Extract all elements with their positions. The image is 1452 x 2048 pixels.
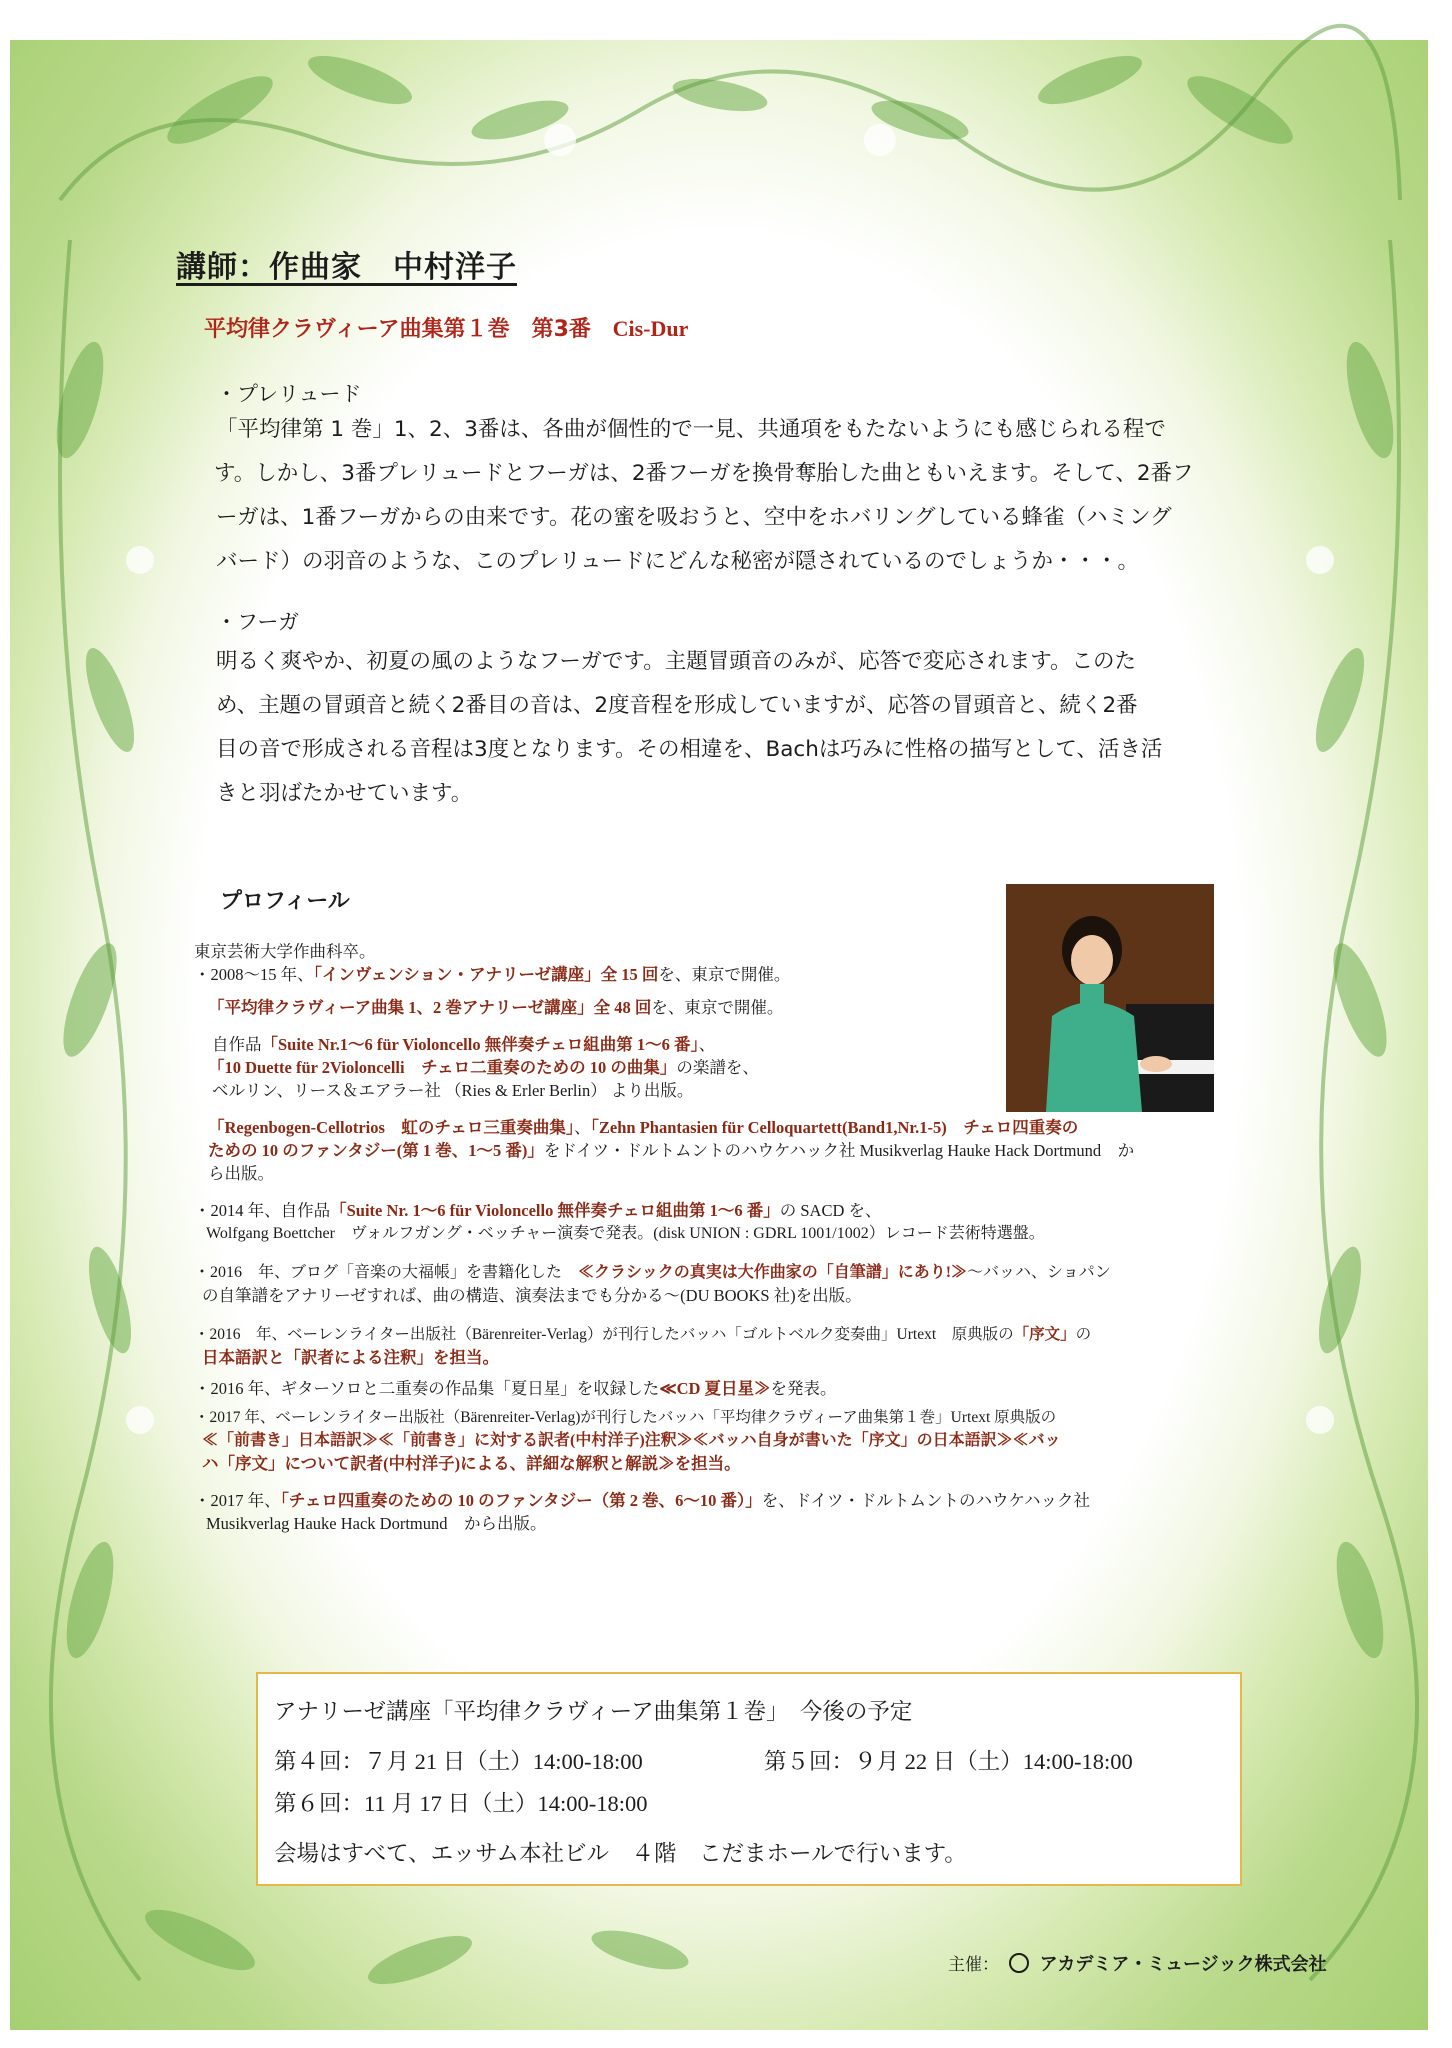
profile-line	[206, 1512, 1254, 1535]
profile-line	[202, 1429, 1254, 1452]
organizer	[948, 1950, 1327, 1976]
profile-text: ・2017 年、	[194, 1491, 281, 1510]
profile-text: ・2014 年、自作品	[194, 1201, 331, 1220]
profile-line	[194, 1261, 1254, 1284]
profile-text: の楽譜を、	[676, 1058, 759, 1077]
profile-line	[194, 1377, 1254, 1400]
piece-title-key: Cis-Dur	[612, 316, 689, 341]
fugue-paragraph	[216, 640, 1256, 816]
profile-highlight: 「チェロ四重奏のための 10 のファンタジー（第 2 巻、6～10 番）」	[280, 1491, 762, 1510]
profile-text: ・2017 年、ベーレンライター出版社（Bärenreiter-Verlag)が刊行したバッハ「平均律クラヴィーア曲集第１巻」Urtext 原典版の	[194, 1409, 1057, 1426]
profile-line	[208, 1116, 1254, 1139]
fugue-line: 明るく爽やか、初夏の風のようなフーガです。主題冒頭音のみが、応答で変応されます。このた	[216, 649, 1136, 674]
fugue-line: め、主題の冒頭音と続く2番目の音は、2度音程を形成していますが、応答の冒頭音と、続く2番	[216, 693, 1138, 718]
profile-line	[202, 1452, 1254, 1475]
schedule-venue: 会場はすべて、エッサム本社ビル ４階 こだまホールで行います。	[274, 1841, 967, 1866]
profile-text: Musikverlag Hauke Hack Dortmund から出版。	[206, 1514, 547, 1533]
profile-line	[194, 1406, 1254, 1429]
profile-heading: プロフィール	[220, 889, 350, 914]
profile-highlight: ≪「前書き」日本語訳≫≪「前書き」に対する訳者(中村洋子)注釈≫≪バッハ自身が書いた「序文」の日本語訳≫≪バッ	[202, 1432, 1061, 1449]
profile-text: ・2008～15 年、	[194, 965, 314, 984]
profile-line	[208, 1162, 1254, 1185]
schedule-session-5: 第５回：９月 22 日（土）14:00-18:00	[764, 1749, 1133, 1774]
profile-text: を、東京で開催。	[658, 965, 791, 984]
schedule-session-4: 第４回：７月 21 日（土）14:00-18:00	[274, 1749, 643, 1774]
organizer-name: アカデミア・ミュージック株式会社	[1039, 1954, 1327, 1975]
prelude-line: 「平均律第 1 巻」1、2、3番は、各曲が個性的で一見、共通項をもたないようにも感じられる程で	[216, 417, 1166, 442]
profile-highlight: ための 10 のファンタジー(第 1 巻、1～5 番)」	[208, 1141, 544, 1160]
prelude-paragraph	[216, 408, 1256, 584]
profile-line	[206, 1222, 1254, 1245]
organizer-logo-icon	[1009, 1953, 1029, 1973]
fugue-heading: ・フーガ	[216, 610, 299, 634]
profile-line	[194, 1323, 1254, 1346]
profile-text: の自筆譜をアナリーゼすれば、曲の構造、演奏法までも分かる～(DU BOOKS 社)を出版。	[202, 1286, 862, 1305]
profile-text: 自作品	[212, 1035, 262, 1054]
prelude-line: す。しかし、3番プレリュードとフーガは、2番フーガを換骨奪胎した曲ともいえます。そして、2番フ	[214, 461, 1194, 486]
fugue-line: 目の音で形成される音程は3度となります。その相違を、Bachは巧みに性格の描写として、活き活	[216, 737, 1163, 762]
schedule-title: アナリーゼ講座「平均律クラヴィーア曲集第１巻」 今後の予定	[274, 1699, 913, 1724]
profile-highlight: 「インヴェンション・アナリーゼ講座」全 15 回	[313, 965, 659, 984]
profile-highlight: ≪CD 夏日星≫	[659, 1379, 771, 1398]
profile-highlight: 「序文」	[1013, 1326, 1076, 1343]
profile-line	[208, 1139, 1254, 1162]
profile-highlight: 「Suite Nr. 1～6 für Violoncello 無伴奏チェロ組曲第 1～6 番」	[330, 1201, 780, 1220]
profile-highlight: ハ「序文」について訳者(中村洋子)による、詳細な解釈と解説≫を担当。	[202, 1454, 741, 1473]
profile-highlight: 「Suite Nr.1～6 für Violoncello 無伴奏チェロ組曲第 1～6 番」	[261, 1035, 699, 1054]
profile-text: 、	[698, 1035, 716, 1054]
profile-text: ら出版。	[208, 1164, 274, 1183]
prelude-heading: ・プレリュード	[216, 382, 362, 406]
fugue-line: きと羽ばたかせています。	[216, 781, 473, 806]
lecturer-heading: 講師：作曲家 中村洋子	[176, 250, 517, 285]
profile-text: をドイツ・ドルトムントのハウケハック社 Musikverlag Hauke Hack Dortmund か	[543, 1141, 1135, 1160]
profile-text: の SACD を、	[779, 1201, 882, 1220]
profile-line	[212, 1079, 1254, 1102]
profile-highlight: 「平均律クラヴィーア曲集 1、2 巻アナリーゼ講座」全 48 回	[208, 998, 652, 1017]
profile-text: を、ドイツ・ドルトムントのハウケハック社	[761, 1491, 1090, 1510]
profile-text: Wolfgang Boettcher ヴォルフガング・ベッチャー演奏で発表。(disk UNION : GDRL 1001/1002）レコード芸術特選盤。	[206, 1225, 1045, 1242]
profile-line	[208, 996, 1254, 1019]
profile-text: を、東京で開催。	[651, 998, 784, 1017]
profile-line	[194, 1199, 1254, 1222]
profile-text: 東京芸術大学作曲科卒。	[194, 942, 376, 961]
profile-highlight: 日本語訳と「訳者による注釈」を担当。	[202, 1348, 499, 1367]
profile-text: ・2016 年、ブログ「音楽の大福帳」を書籍化した	[194, 1264, 579, 1281]
profile-text: ～バッハ、ショパン	[967, 1264, 1111, 1281]
profile-line	[212, 1033, 1254, 1056]
schedule-box	[256, 1672, 1242, 1886]
profile-line	[208, 1056, 1254, 1079]
profile-text: を発表。	[770, 1379, 837, 1398]
prelude-line: ーガは、1番フーガからの由来です。花の蜜を吸おうと、空中をホバリングしている蜂雀（ハミング	[216, 505, 1172, 530]
profile-text: ・2016 年、ギターソロと二重奏の作品集「夏日星」を収録した	[194, 1379, 660, 1398]
profile-text: の	[1075, 1326, 1092, 1343]
profile-line	[202, 1346, 1254, 1369]
organizer-label: 主催：	[948, 1955, 999, 1975]
profile-highlight: 「Regenbogen-Cellotrios 虹のチェロ三重奏曲集」	[208, 1118, 575, 1137]
schedule-session-6: 第６回：11 月 17 日（土）14:00-18:00	[274, 1791, 648, 1816]
profile-line	[194, 940, 1254, 963]
profile-body	[194, 940, 1254, 1535]
piece-title-ja: 平均律クラヴィーア曲集第１巻 第3番	[204, 317, 591, 342]
profile-line	[194, 1489, 1254, 1512]
profile-text: ベルリン、リース＆エアラー社 （Ries & Erler Berlin） より出版。	[212, 1081, 694, 1100]
profile-line	[194, 963, 1254, 986]
profile-line	[202, 1284, 1254, 1307]
profile-highlight: 「10 Duette für 2Violoncelli チェロ二重奏のための 10 の曲集」	[208, 1058, 677, 1077]
profile-text: 、	[574, 1118, 591, 1137]
prelude-line: バード）の羽音のような、このプレリュードにどんな秘密が隠されているのでしょうか・・・。	[216, 549, 1139, 574]
piece-title	[204, 312, 688, 343]
profile-text: ・2016 年、ベーレンライター出版社（Bärenreiter-Verlag）が刊行したバッハ「ゴルトベルク変奏曲」Urtext 原典版の	[194, 1326, 1014, 1343]
profile-highlight: ≪クラシックの真実は大作曲家の「自筆譜」にあり!≫	[578, 1264, 968, 1281]
profile-highlight: 「Zehn Phantasien für Celloquartett(Band1,Nr.1-5) チェロ四重奏の	[590, 1118, 1079, 1137]
